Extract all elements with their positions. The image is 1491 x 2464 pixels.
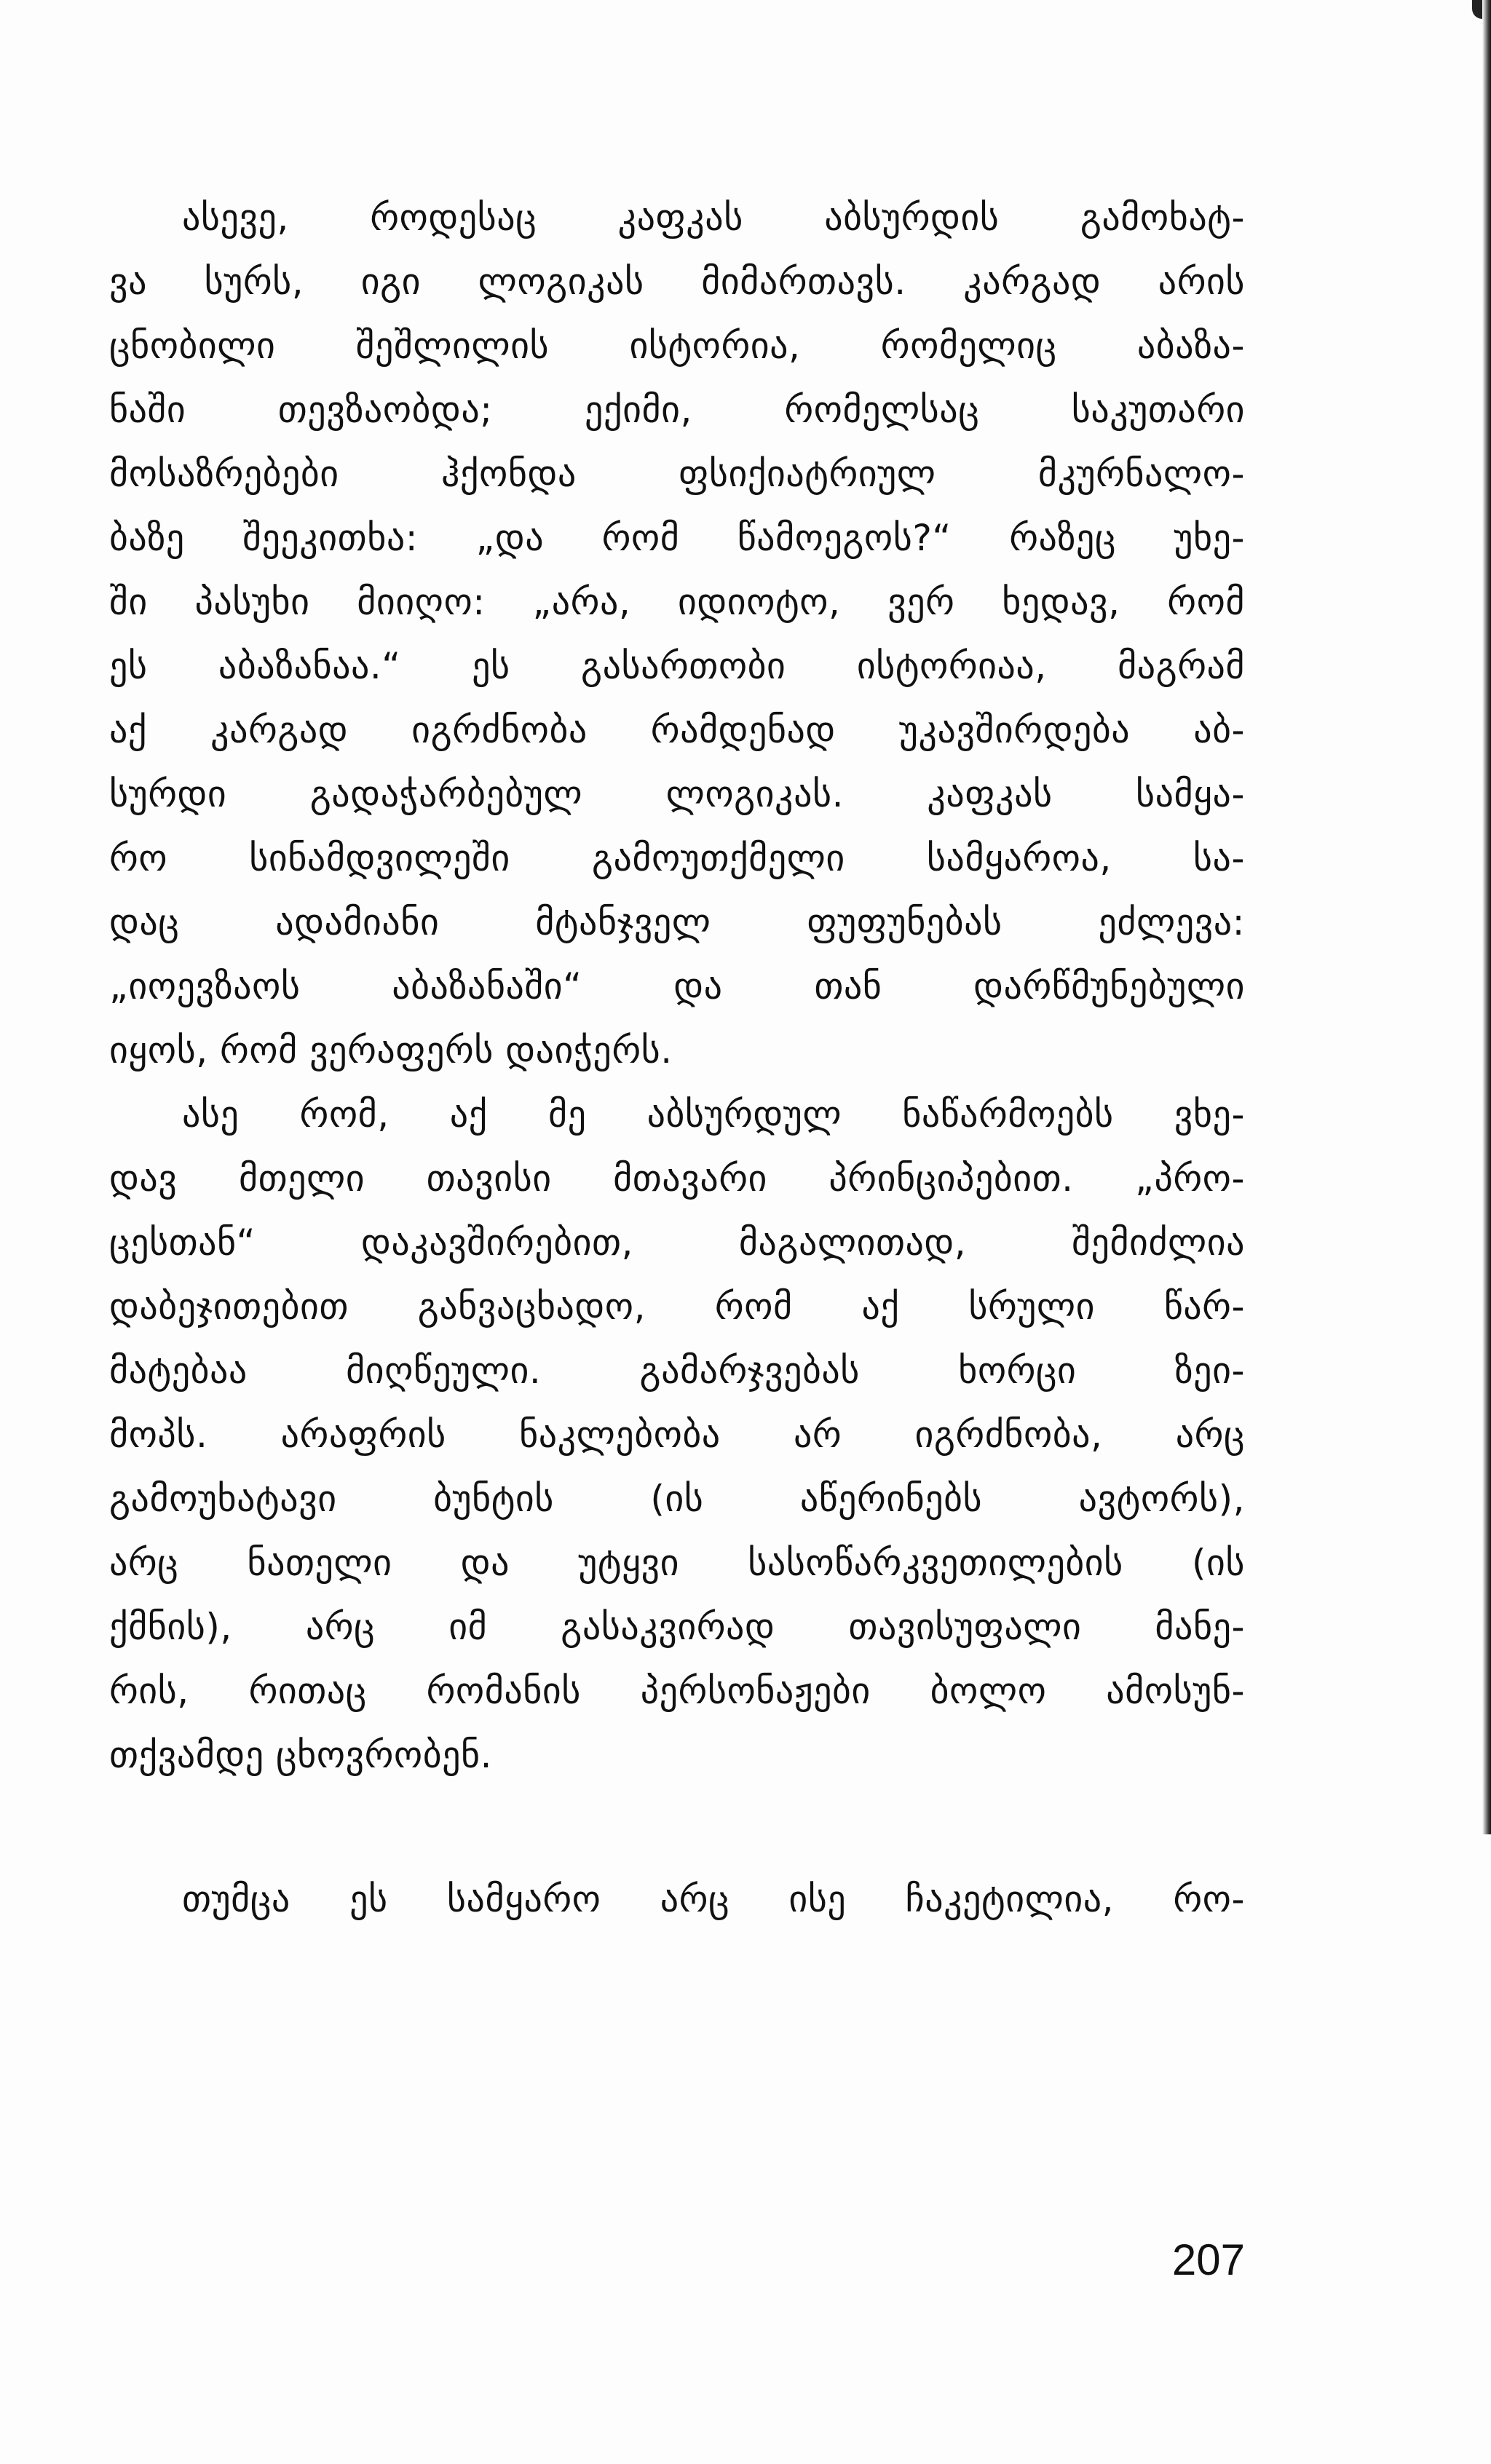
text-line: გამოუხატავი ბუნტის (ის აწერინებს ავტორს), [109, 1478, 1245, 1520]
text-line: სურდი გადაჭარბებულ ლოგიკას. კაფკას სამყა- [109, 773, 1245, 815]
text-line: ცესთან“ დაკავშირებით, მაგალითად, შემიძლია [109, 1221, 1245, 1264]
body-text [109, 186, 1245, 1931]
text-line: მატებაა მიღწეული. გამარჯვებას ხორცი ზეი- [109, 1350, 1245, 1392]
text-line: მოპს. არაფრის ნაკლებობა არ იგრძნობა, არც [109, 1414, 1245, 1456]
text-line: მოსაზრებები ჰქონდა ფსიქიატრიულ მკურნალო- [109, 453, 1245, 495]
text-line: რო სინამდვილეში გამოუთქმელი სამყაროა, სა- [109, 837, 1245, 879]
text-line: არც ნათელი და უტყვი სასოწარკვეთილების (ის [109, 1542, 1245, 1584]
text-line: აქ კარგად იგრძნობა რამდენად უკავშირდება აბ- [109, 709, 1245, 751]
text-line: თქვამდე ცხოვრობენ. [109, 1734, 493, 1776]
text-line: იყოს, რომ ვერაფერს დაიჭერს. [109, 1029, 673, 1071]
section-break [109, 1787, 1245, 1867]
text-line: „იოევზაოს აბაზანაში“ და თან დარწმუნებული [109, 965, 1245, 1007]
paragraph-1 [109, 186, 1245, 1082]
text-line: დაც ადამიანი მტანჯველ ფუფუნებას ეძლევა: [109, 901, 1245, 943]
text-line: რის, რითაც რომანის პერსონაჟები ბოლო ამოსუნ- [109, 1670, 1245, 1712]
page-number: 207 [1171, 2235, 1245, 2284]
text-line: თუმცა ეს სამყარო არც ისე ჩაკეტილია, რო- [182, 1878, 1245, 1920]
paragraph-3 [109, 1867, 1245, 1931]
text-line: ქმნის), არც იმ გასაკვირად თავისუფალი მანე- [109, 1606, 1245, 1648]
paragraph-2 [109, 1082, 1245, 1787]
text-line: ბაზე შეეკითხა: „და რომ წამოეგოს?“ რაზეც უხე- [109, 517, 1245, 559]
text-line: ასევე, როდესაც კაფკას აბსურდის გამოხატ- [182, 197, 1245, 239]
text-line: დავ მთელი თავისი მთავარი პრინციპებით. „პრო- [109, 1157, 1245, 1200]
text-line: ში პასუხი მიიღო: „არა, იდიოტო, ვერ ხედავ, რომ [109, 581, 1245, 623]
text-line: ცნობილი შეშლილის ისტორია, რომელიც აბაზა- [109, 325, 1245, 367]
text-line: ასე რომ, აქ მე აბსურდულ ნაწარმოებს ვხე- [182, 1093, 1245, 1136]
text-line: დაბეჯითებით განვაცხადო, რომ აქ სრული წარ- [109, 1286, 1245, 1328]
text-line: ვა სურს, იგი ლოგიკას მიმართავს. კარგად არის [109, 261, 1245, 303]
page-edge-shadow [1482, 0, 1491, 1834]
text-line: ნაში თევზაობდა; ექიმი, რომელსაც საკუთარი [109, 389, 1245, 431]
text-line: ეს აბაზანაა.“ ეს გასართობი ისტორიაა, მაგრამ [109, 645, 1245, 687]
